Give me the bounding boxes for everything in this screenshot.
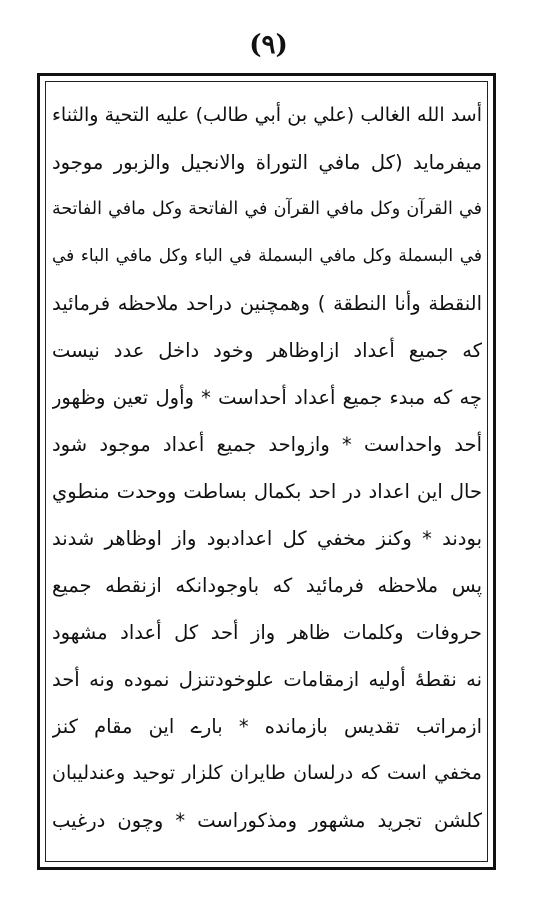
text-line: في البسملة وكل مافي البسملة في الباء وكل مافي الباء في xyxy=(52,246,482,266)
text-line: پس ملاحظه فرمائيد كه باوجودانكه ازنقطه جميع xyxy=(52,574,482,597)
text-line: أحد واحداست * وازواحد جميع أعداد موجود شود xyxy=(52,433,482,456)
text-line: النقطة وأنا النطقة ) وهمچنين دراحد ملاحظه فرمائيد xyxy=(52,292,482,315)
text-line: كه جميع أعداد ازاوظاهر وخود داخل عدد نيست xyxy=(52,339,482,362)
text-line: ازمراتب تقديس بازمانده * بارے اين مقام كنز xyxy=(52,715,482,738)
text-line: چه كه مبدء جميع أعداد أحداست * وأول تعين وظهور xyxy=(52,386,482,409)
text-line: أسد الله الغالب (علي بن أبي طالب) عليه التحية والثناء xyxy=(52,104,482,126)
text-line: في القرآن وكل مافي القرآن في الفاتحة وكل مافي الفاتحة xyxy=(52,199,482,219)
body-text xyxy=(52,92,482,858)
text-line: ميفرمايد (كل مافي التوراة والانجيل والزبور موجود xyxy=(52,151,482,174)
text-line: نه نقطهٔ أوليه ازمقامات علوخودتنزل نموده ونه أحد xyxy=(52,668,482,691)
text-line: حروفات وكلمات ظاهر واز أحد كل أعداد مشهود xyxy=(52,621,482,644)
text-line: بودند * وكنز مخفي كل اعدادبود واز اوظاهر شدند xyxy=(52,527,482,550)
text-line: حال اين اعداد در احد بكمال بساطت ووحدت منطوي xyxy=(52,480,482,503)
text-line: كلشن تجريد مشهور ومذكوراست * وچون درغيب xyxy=(52,809,482,832)
page-number: (٩) xyxy=(249,30,288,60)
text-line: مخفي است كه درلسان طايران كلزار توحيد وعندليبان xyxy=(52,762,482,784)
